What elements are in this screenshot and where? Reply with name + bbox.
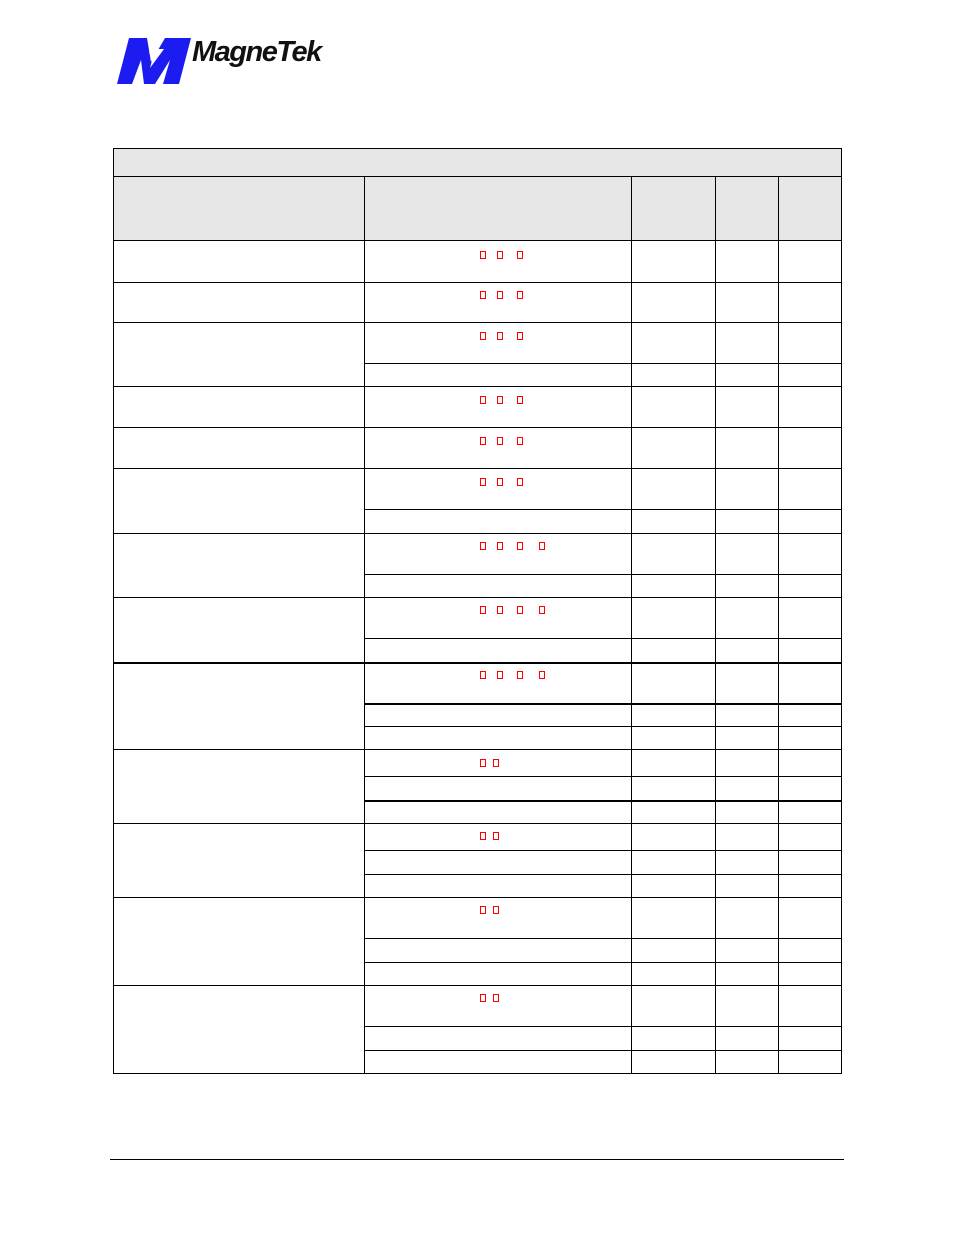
row-divider: [113, 386, 842, 387]
row-divider: [113, 823, 842, 824]
row-divider: [113, 985, 842, 986]
logo-wordmark: MagneTek: [192, 36, 321, 68]
placeholder-glyph: [493, 906, 499, 914]
footer-rule: [110, 1159, 844, 1160]
header-separator: [113, 240, 842, 241]
row-divider: [113, 468, 842, 469]
placeholder-glyph: [480, 478, 486, 486]
table-title-band: [113, 148, 841, 176]
row-divider: [113, 597, 842, 598]
placeholder-glyph: [493, 832, 499, 840]
magnetek-m-icon: [117, 36, 195, 88]
placeholder-glyph: [539, 671, 545, 679]
sub-row-divider: [364, 574, 842, 575]
sub-row-divider: [364, 1050, 842, 1051]
sub-row-divider: [364, 363, 842, 364]
placeholder-glyph: [480, 332, 486, 340]
sub-row-divider: [364, 850, 842, 851]
placeholder-glyph: [497, 606, 503, 614]
sub-row-divider: [364, 703, 842, 705]
placeholder-glyph: [539, 606, 545, 614]
row-divider: [113, 282, 842, 283]
sub-row-divider: [364, 776, 842, 777]
placeholder-glyph: [497, 251, 503, 259]
sub-row-divider: [364, 726, 842, 727]
placeholder-glyph: [517, 251, 523, 259]
placeholder-glyph: [497, 437, 503, 445]
placeholder-glyph: [480, 671, 486, 679]
row-divider: [113, 897, 842, 898]
placeholder-glyph: [497, 478, 503, 486]
placeholder-glyph: [480, 606, 486, 614]
table-border-right: [841, 148, 842, 1074]
row-divider: [113, 533, 842, 534]
placeholder-glyph: [480, 291, 486, 299]
placeholder-glyph: [497, 332, 503, 340]
placeholder-glyph: [517, 396, 523, 404]
placeholder-glyph: [497, 291, 503, 299]
placeholder-glyph: [493, 759, 499, 767]
sub-row-divider: [364, 800, 842, 802]
placeholder-glyph: [517, 437, 523, 445]
title-separator: [113, 176, 842, 177]
placeholder-glyph: [480, 832, 486, 840]
placeholder-glyph: [493, 994, 499, 1002]
placeholder-glyph: [539, 542, 545, 550]
placeholder-glyph: [517, 332, 523, 340]
table-header-row: [113, 177, 841, 240]
placeholder-glyph: [517, 606, 523, 614]
sub-row-divider: [364, 874, 842, 875]
placeholder-glyph: [480, 759, 486, 767]
magnetek-logo: [117, 36, 327, 88]
sub-row-divider: [364, 938, 842, 939]
placeholder-glyph: [480, 906, 486, 914]
placeholder-glyph: [497, 396, 503, 404]
placeholder-glyph: [480, 437, 486, 445]
sub-row-divider: [364, 962, 842, 963]
placeholder-glyph: [480, 251, 486, 259]
sub-row-divider: [364, 509, 842, 510]
placeholder-glyph: [517, 478, 523, 486]
table-border-left: [113, 148, 114, 1074]
table-border-top: [113, 148, 842, 149]
placeholder-glyph: [480, 542, 486, 550]
placeholder-glyph: [497, 671, 503, 679]
placeholder-glyph: [517, 291, 523, 299]
sub-row-divider: [364, 638, 842, 639]
row-divider: [113, 427, 842, 428]
row-divider: [113, 662, 842, 664]
sub-row-divider: [364, 1026, 842, 1027]
row-divider: [113, 322, 842, 323]
placeholder-glyph: [517, 542, 523, 550]
placeholder-glyph: [497, 542, 503, 550]
placeholder-glyph: [517, 671, 523, 679]
row-divider: [113, 749, 842, 750]
placeholder-glyph: [480, 994, 486, 1002]
table-border-bottom: [113, 1073, 842, 1074]
placeholder-glyph: [480, 396, 486, 404]
